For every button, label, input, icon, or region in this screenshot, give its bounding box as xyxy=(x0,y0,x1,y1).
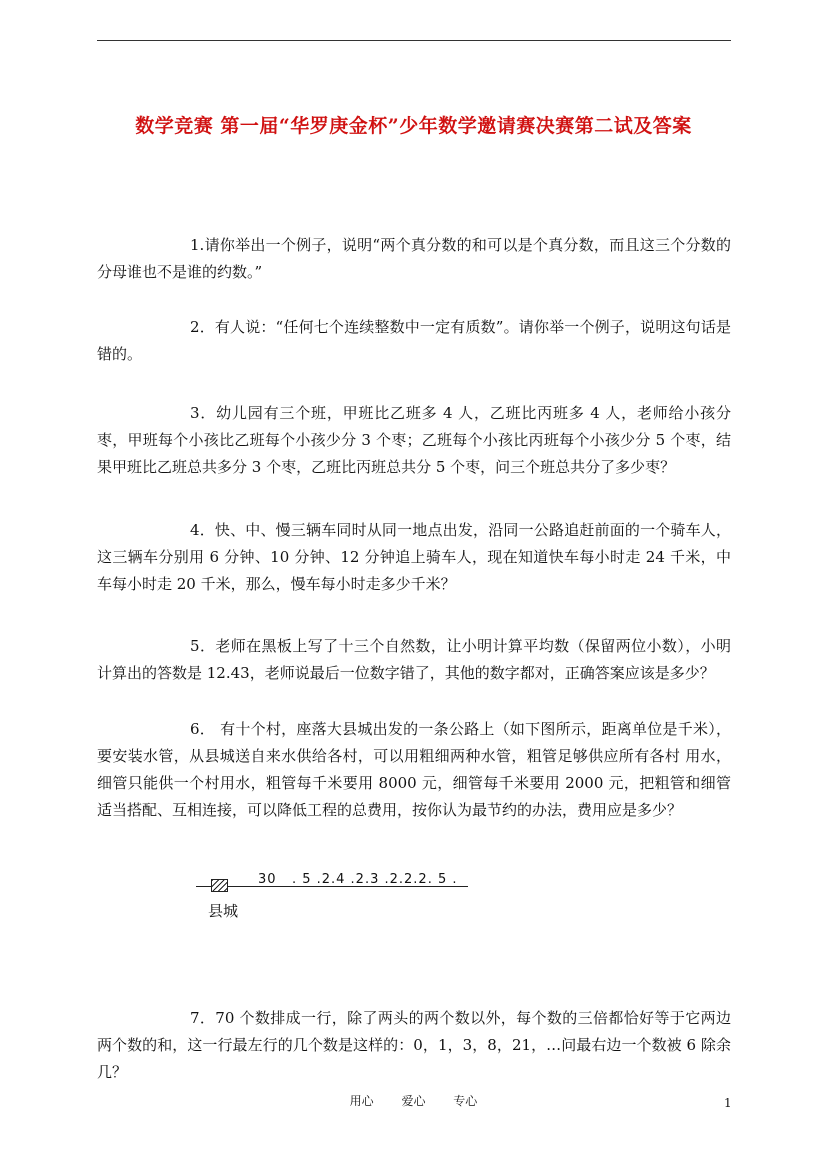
footer-motto: 用心 爱心 专心 xyxy=(349,1094,478,1108)
question-5: 5．老师在黑板上写了十三个自然数，让小明计算平均数（保留两位小数），小明计算出的答数是 12.43，老师说最后一位数字错了，其他的数字都对，正确答案应该是多少？ xyxy=(97,637,731,682)
page-number: 1 xyxy=(724,1096,732,1110)
document-title: 数学竞赛 第一届“华罗庚金杯”少年数学邀请赛决赛第二试及答案 xyxy=(135,115,692,137)
village-distances: 30 . 5 .2.4 .2.3 .2.2.2. 5 . xyxy=(258,872,458,887)
county-town-label: 县城 xyxy=(208,902,239,920)
question-6: 6． 有十个村，座落大县城出发的一条公路上（如下图所示，距离单位是千米），要安装水管，从县城送自来水供给各村，可以用粗细两种水管，粗管足够供应所有各村 用水，细管只能供一个村用水，粗管每千米要用 8000 元，细管每千米要用 2000 元，把粗管和细管适当搭配、互相连接，可以降低工程的总费用，按你认为最节约的办法，费用应是多少？ xyxy=(97,720,731,819)
question-3: 3．幼儿园有三个班，甲班比乙班多 4 人，乙班比丙班多 4 人，老师给小孩分枣，甲班每个小孩比乙班每个小孩少分 3 个枣；乙班每个小孩比丙班每个小孩少分 5 个枣，结果甲班比乙班总共多分 3 个枣，乙班比丙班总共分 5 个枣，问三个班总共分了多少枣？ xyxy=(97,404,731,476)
header-rule xyxy=(97,40,731,41)
road-figure xyxy=(196,872,476,922)
question-1: 1.请你举出一个例子，说明“两个真分数的和可以是个真分数，而且这三个分数的分母谁也不是谁的约数。” xyxy=(97,236,731,281)
question-7: 7．70 个数排成一行，除了两头的两个数以外，每个数的三倍都恰好等于它两边两个数的和，这一行最左行的几个数是这样的：0，1，3，8，21，…问最右边一个数被 6 除余几？ xyxy=(97,1009,731,1081)
county-town-marker xyxy=(211,879,228,892)
question-2: 2．有人说：“任何七个连续整数中一定有质数”。请你举一个例子，说明这句话是错的。 xyxy=(97,318,731,363)
question-4: 4．快、中、慢三辆车同时从同一地点出发，沿同一公路追赶前面的一个骑车人，这三辆车分别用 6 分钟、10 分钟、12 分钟追上骑车人，现在知道快车每小时走 24 千米，中车每小时走 20 千米，那么，慢车每小时走多少千米？ xyxy=(97,521,731,593)
